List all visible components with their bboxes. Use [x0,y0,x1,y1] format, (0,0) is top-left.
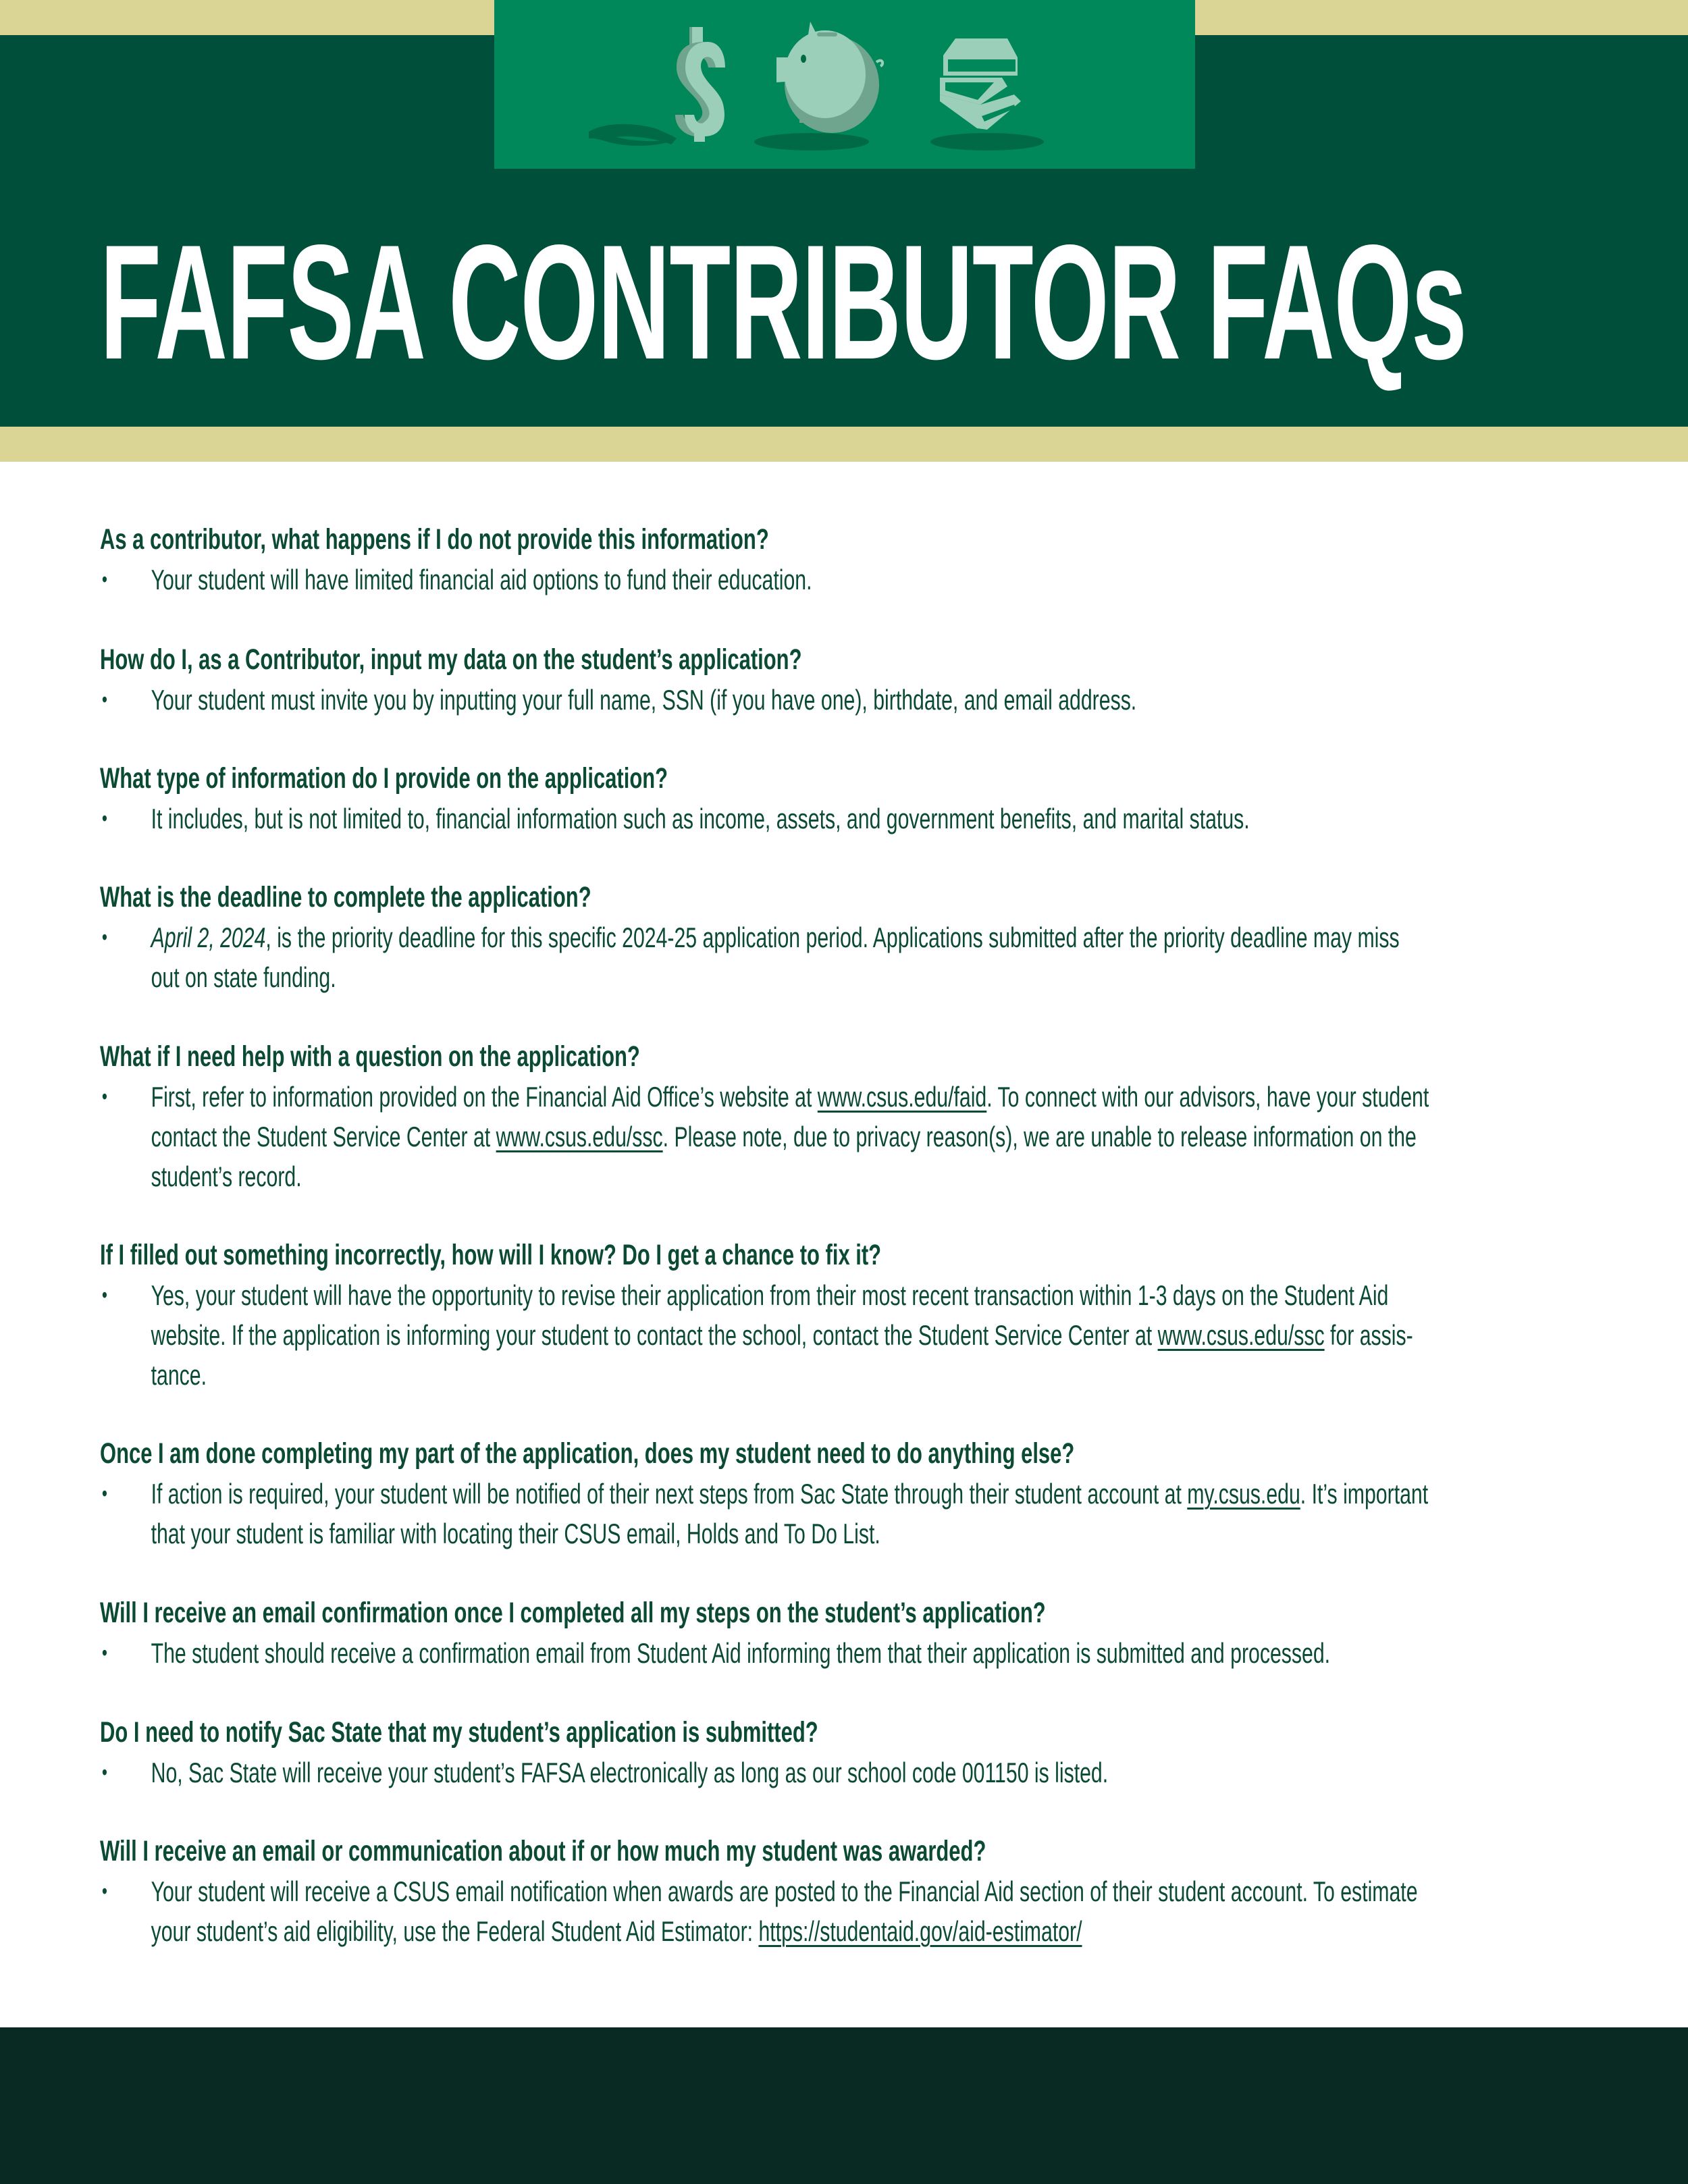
faq-answer [100,799,1688,838]
answer-text: . It’s important [1300,1478,1429,1510]
bullet-icon: • [101,1641,107,1665]
faq-question: Will I receive an email or communication about if or how much my student was awarded? [100,1835,986,1867]
answer-line [151,1871,1688,1911]
answer-line [151,680,1688,720]
bullet-icon: • [101,1879,107,1903]
answer-text: tance. [151,1359,207,1391]
answer-text: out on state funding. [151,961,336,993]
answer-line [151,1315,1688,1355]
answer-text: that your student is familiar with locating their CSUS email, Holds and To Do List. [151,1518,880,1549]
bottom-tan-band [0,427,1688,462]
bullet-icon: • [101,1481,107,1506]
bullet-icon: • [101,687,107,712]
faq-answer [100,680,1688,720]
answer-line [151,957,1688,997]
answer-link[interactable]: https://studentaid.gov/aid-estimator/ [758,1915,1082,1947]
answer-line [151,1117,1688,1156]
faq-answer [100,1871,1688,1951]
faq-question: What is the deadline to complete the application? [100,881,591,913]
answer-line [151,1633,1688,1673]
books-shadow [930,133,1044,151]
faq-question: Do I need to notify Sac State that my student’s application is submitted? [100,1716,818,1749]
books-icon [940,38,1021,130]
answer-text: . To connect with our advisors, have your student [986,1081,1429,1113]
faq-item [100,1235,1688,1395]
faq-answer [100,917,1688,997]
page-title: FAFSA CONTRIBUTOR FAQs [100,211,1467,394]
answer-text: Your student will receive a CSUS email notification when awards are posted to the Financial Aid section of their student account. To estimate [151,1875,1418,1907]
faq-question: How do I, as a Contributor, input my data on the student’s application? [100,643,802,676]
faq-item [100,640,1688,720]
bullet-icon: • [101,567,107,591]
answer-text: . Please note, due to privacy reason(s), we are unable to release information on the [662,1121,1417,1152]
answer-text: Yes, your student will have the opportunity to revise their application from their most recent transaction within 1-3 days on the Student Aid [151,1279,1389,1311]
answer-line [151,1911,1688,1951]
faq-item [100,1434,1688,1553]
faq-item [100,1593,1688,1673]
faq-answer [100,560,1688,600]
faq-item [100,878,1688,997]
faq-question: If I filled out something incorrectly, how will I know? Do I get a chance to fix it? [100,1239,882,1271]
answer-text: your student’s aid eligibility, use the Federal Student Aid Estimator: [151,1915,759,1947]
faq-item [100,1037,1688,1196]
piggy-shadow [754,133,869,151]
faq-answer [100,1753,1688,1792]
answer-line [151,1514,1688,1553]
bullet-icon: • [101,806,107,830]
answer-line [151,560,1688,600]
bullet-icon: • [101,1283,107,1307]
answer-line [151,1156,1688,1196]
answer-line [151,1355,1688,1395]
bullet-icon: • [101,1084,107,1109]
faq-answer [100,1077,1688,1196]
answer-link[interactable]: www.csus.edu/ssc [1157,1319,1325,1351]
faq-question: What type of information do I provide on the application? [100,762,668,795]
faq-question: As a contributor, what happens if I do not provide this information? [100,523,769,556]
answer-text: for assis- [1324,1319,1413,1351]
faq-answer [100,1474,1688,1553]
faq-item [100,520,1688,600]
answer-text: , is the priority deadline for this specific 2024-25 application period. Applications submitted after the priority deadline may miss [265,922,1400,953]
answer-text: Your student will have limited financial aid options to fund their education. [151,564,812,595]
faq-question: Once I am done completing my part of the application, does my student need to do anything else? [100,1437,1075,1470]
piggy-bank-icon [776,22,882,133]
answer-link[interactable]: my.csus.edu [1187,1478,1300,1510]
answer-text: contact the Student Service Center at [151,1121,496,1152]
bullet-icon: • [101,925,107,949]
answer-emphasis: April 2, 2024 [151,922,266,953]
answer-text: No, Sac State will receive your student’s FAFSA electronically as long as our school code 001150 is listed. [151,1757,1109,1788]
answer-line [151,1753,1688,1792]
footer-band [0,2027,1688,2184]
answer-link[interactable]: www.csus.edu/faid [817,1081,987,1113]
faq-item [100,1713,1688,1792]
answer-link[interactable]: www.csus.edu/ssc [496,1121,663,1152]
answer-line [151,1275,1688,1315]
icon-banner [494,0,1195,169]
faq-item [100,759,1688,838]
faq-question: Will I receive an email confirmation once I completed all my steps on the student’s application? [100,1597,1046,1629]
answer-line [151,1077,1688,1117]
answer-text: If action is required, your student will be notified of their next steps from Sac State through their student account at [151,1478,1188,1510]
answer-line [151,799,1688,838]
answer-line [151,1474,1688,1514]
faq-item [100,1832,1688,1951]
answer-line [151,917,1688,957]
answer-text: It includes, but is not limited to, financial information such as income, assets, and government benefits, and marital status. [151,803,1250,834]
answer-text: The student should receive a confirmation email from Student Aid informing them that their application is submitted and processed. [151,1637,1331,1669]
answer-text: First, refer to information provided on the Financial Aid Office’s website at [151,1081,818,1113]
faq-question: What if I need help with a question on the application? [100,1040,640,1073]
answer-text: website. If the application is informing your student to contact the school, contact the Student Service Center at [151,1319,1158,1351]
answer-text: student’s record. [151,1161,302,1192]
bullet-icon: • [101,1760,107,1784]
dollar-sign-icon [589,27,725,146]
faq-answer [100,1633,1688,1673]
faq-answer [100,1275,1688,1395]
answer-text: Your student must invite you by inputting your full name, SSN (if you have one), birthdate, and email address. [151,684,1137,716]
page-title-wrap [100,211,1688,394]
